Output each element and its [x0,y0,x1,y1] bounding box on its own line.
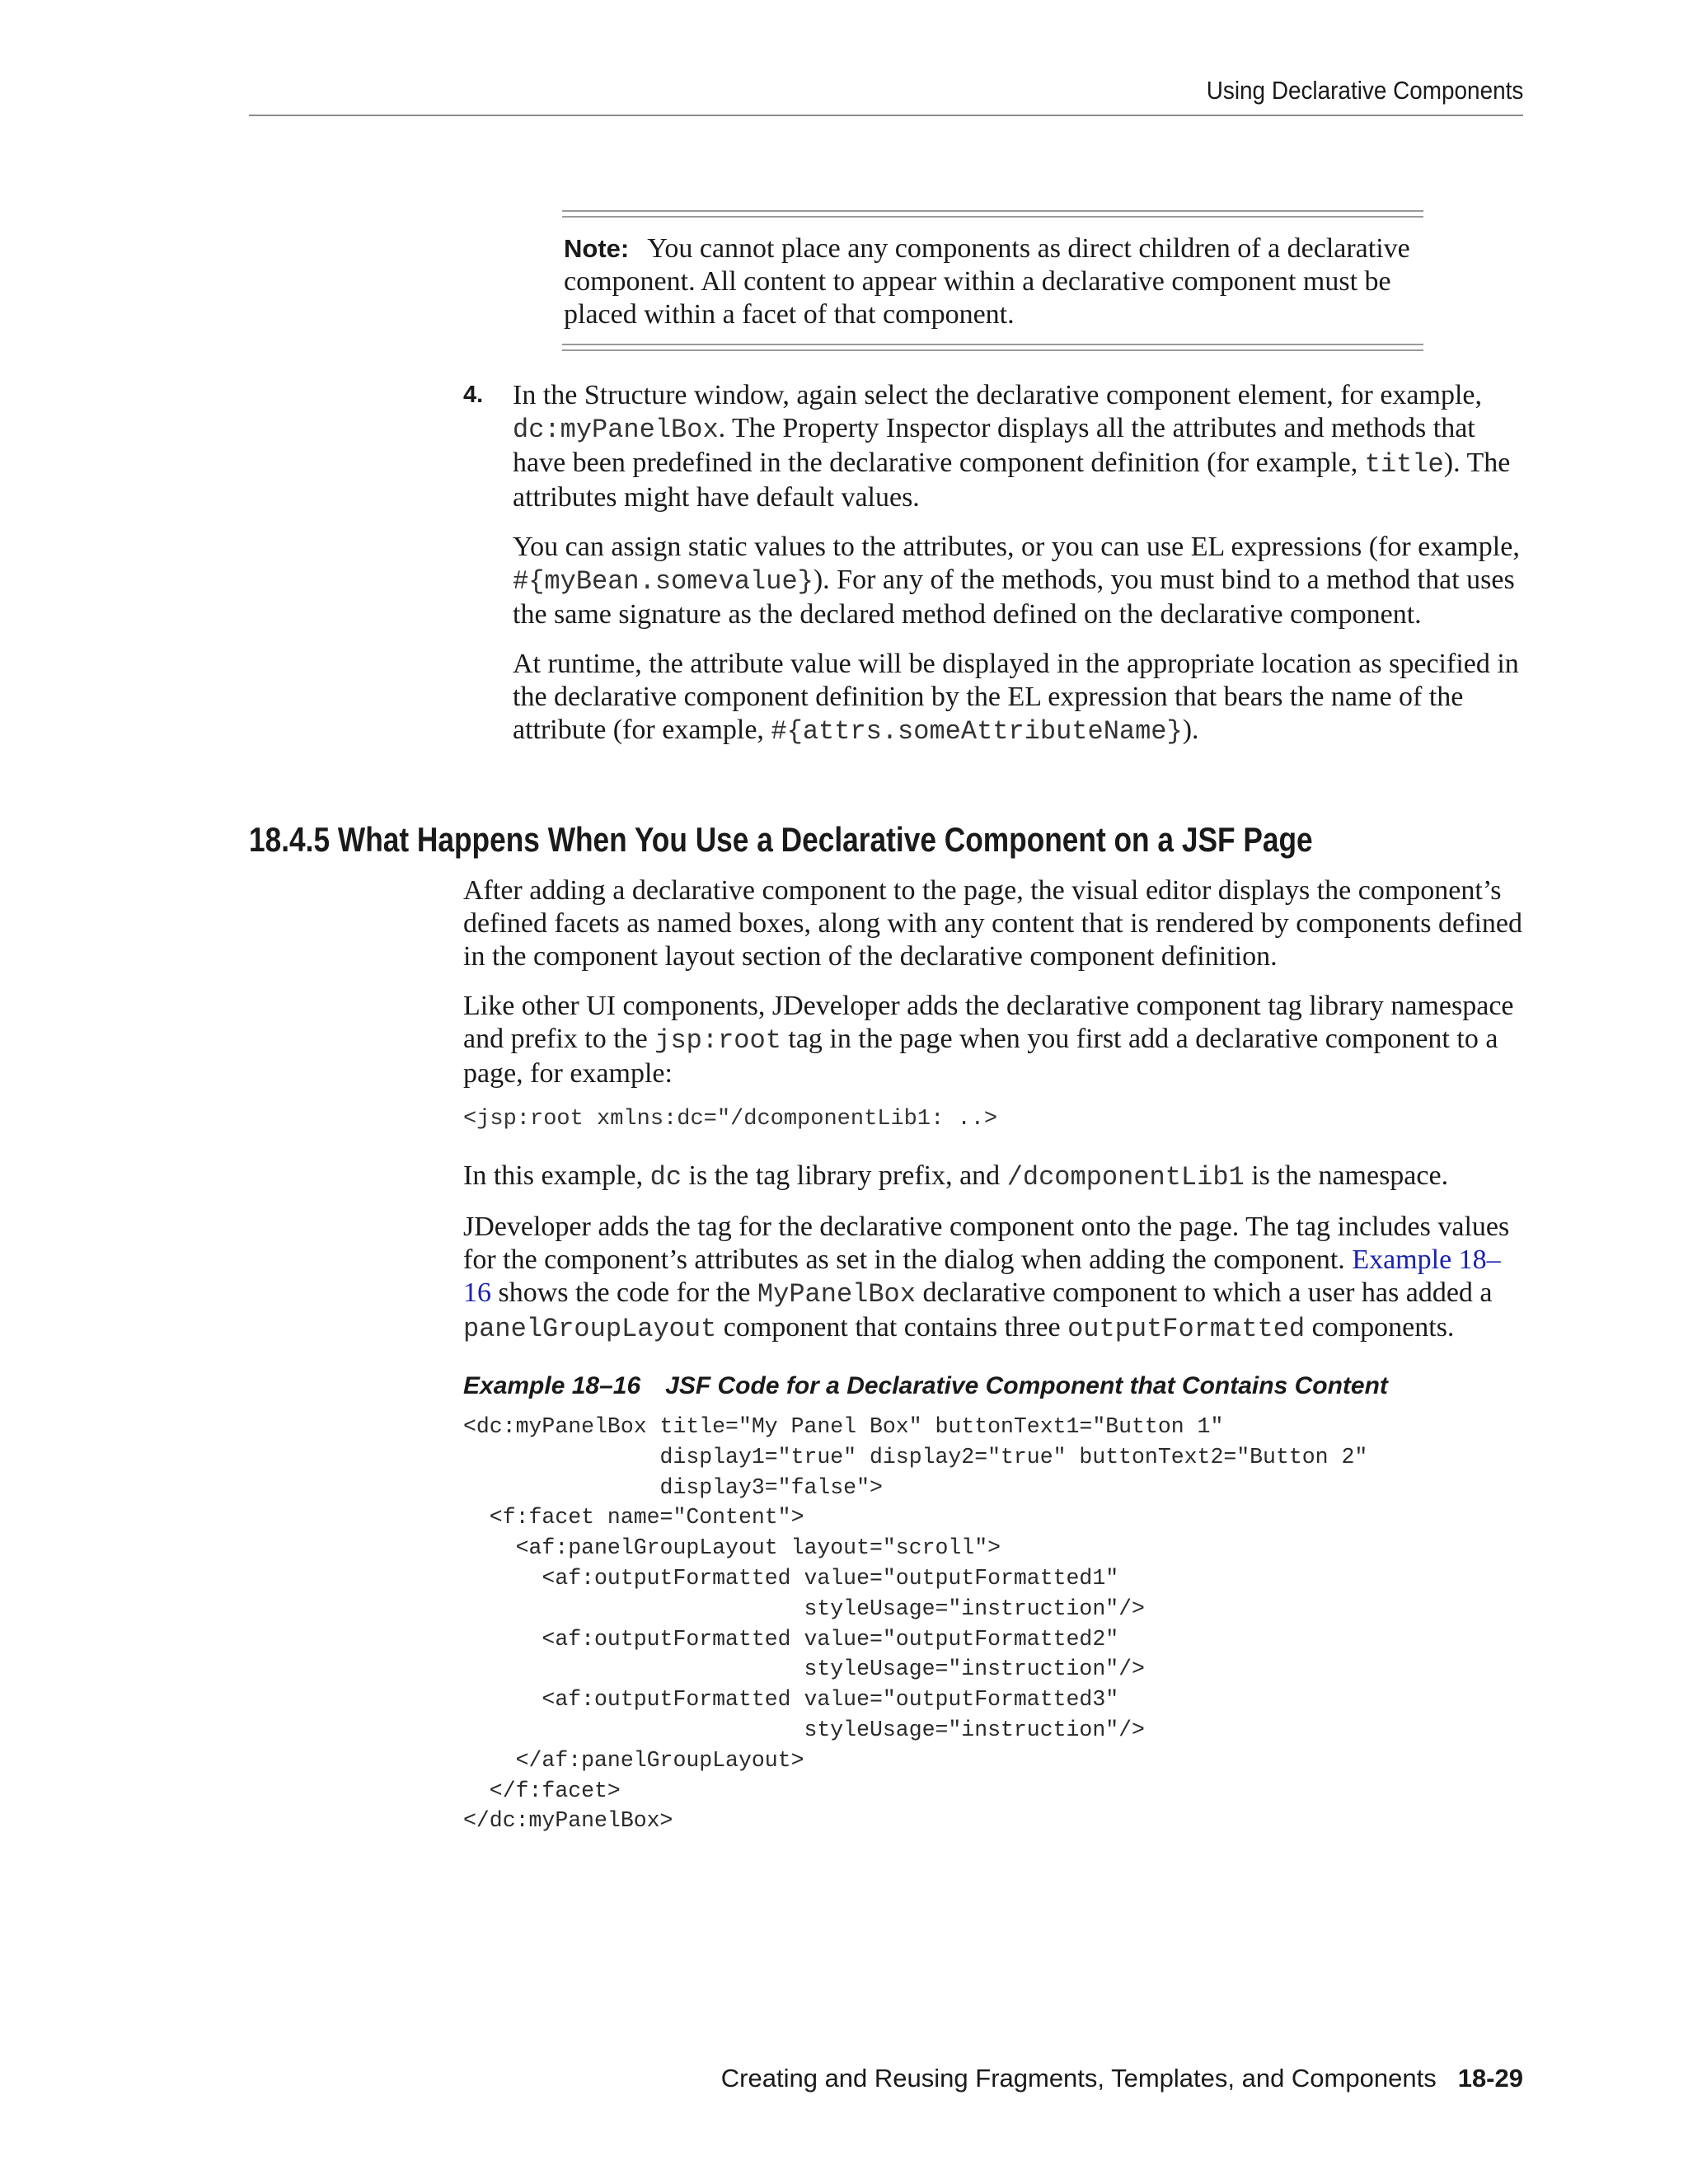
note-body [562,218,1423,344]
step-body [513,379,1526,748]
running-header: Using Declarative Components [1206,76,1523,105]
section-paragraph-4: JDeveloper adds the tag for the declarative component onto the page. The tag includes values for the component’s attributes as set in the dialog when adding the component. Example 18–16 shows the code for the MyPanelBox declarative component to which a user has added a panelGroupLayout component that contains three outputFormatted components. [463,1212,1510,1344]
page-number: 18-29 [1457,2064,1523,2093]
inline-code: #{myBean.somevalue} [513,566,814,597]
example-title: JSF Code for a Declarative Component that Contains Content [665,1372,1388,1399]
step-paragraph-3: At runtime, the attribute value will be displayed in the appropriate location as specified in the declarative component definition by the EL expression that bears the name of the attribute (for example, #{attrs.someAttributeName}). [513,649,1519,747]
namespace-code-line: <jsp:root xmlns:dc="/dcomponentLib1: ..> [463,1107,998,1132]
example-code-block: <dc:myPanelBox title="My Panel Box" buttonText1="Button 1" display1="true" display2="true" buttonText2="Button 2" display3="false"> <f:facet name="Content"> <af:panelGroupLayout layout="scroll"> <af:outputFormatted value="outputFormatted1" styleUsage="instruction"/> <af:outputFormatted value="outputFormatted2" styleUsage="instruction"/> <af:outputFormatted value="outputFormatted3" styleUsage="instruction"/> </af:panelGroupLayout> </f:facet> </dc:myPanelBox> [463,1414,1368,1834]
inline-code: title [1364,449,1444,480]
example-cross-reference-link[interactable]: Example 18–16 [463,1244,1501,1308]
inline-code: panelGroupLayout [463,1314,717,1344]
example-label: Example 18–16 [463,1372,641,1399]
example-caption [463,1372,1526,1400]
note-text: You cannot place any components as direct children of a declarative component. All content to appear within a declarative component must be placed within a facet of that component. [564,233,1410,330]
section-paragraph-3: In this example, dc is the tag library prefix, and /dcomponentLib1 is the namespace. [463,1160,1449,1193]
section-heading: 18.4.5 What Happens When You Use a Declarative Component on a JSF Page [249,820,1313,859]
inline-code: dc:myPanelBox [513,415,719,445]
inline-code: #{attrs.someAttributeName} [771,716,1183,747]
running-footer [721,2064,1523,2093]
section-body [463,874,1526,1836]
inline-code: outputFormatted [1067,1314,1306,1344]
inline-code: dc [649,1162,682,1193]
step-paragraph-1: In the Structure window, again select the declarative component element, for example, dc:myPanelBox. The Property Inspector displays all the attributes and methods that have been predefined in the declarative component definition (for example, title). The attributes might have default values. [513,380,1511,513]
step-4 [463,379,1526,765]
header-rule [249,115,1523,116]
footer-title: Creating and Reusing Fragments, Templates, and Components [720,2064,1437,2093]
inline-code: /dcomponentLib1 [1006,1162,1245,1193]
inline-code: MyPanelBox [757,1279,916,1310]
step-number: 4. [463,382,484,408]
section-paragraph-1: After adding a declarative component to the page, the visual editor displays the component’s defined facets as named boxes, along with any content that is rendered by components defined in the component layout section of the declarative component definition. [463,875,1522,972]
inline-code: jsp:root [654,1025,781,1056]
note-bottom-rule [562,344,1423,351]
note-top-rule [562,210,1423,218]
step-paragraph-2: You can assign static values to the attributes, or you can use EL expressions (for example, #{myBean.somevalue}). For any of the methods, you must bind to a method that uses the same signature as the declared method defined on the declarative component. [513,532,1520,630]
section-paragraph-2: Like other UI components, JDeveloper adds the declarative component tag library namespace and prefix to the jsp:root tag in the page when you first add a declarative component to a page, for example: [463,991,1514,1089]
note-box [562,210,1423,351]
note-label: Note: [564,234,630,263]
